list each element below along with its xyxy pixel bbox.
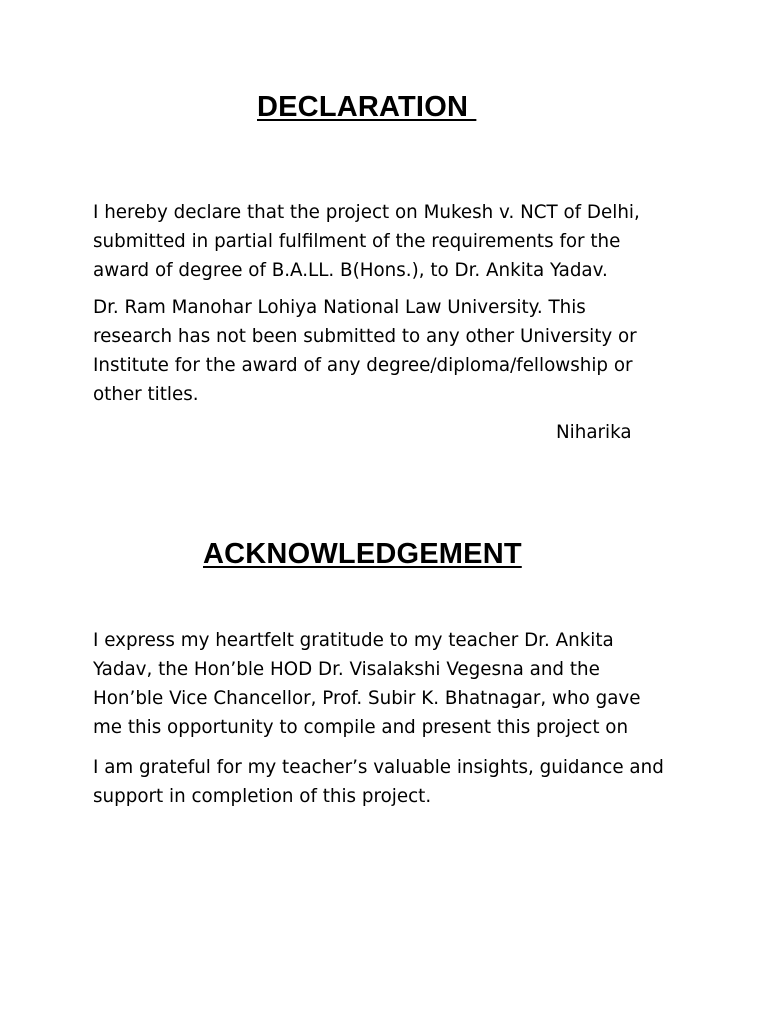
text-line: Yadav, the Hon’ble HOD Dr. Visalakshi Vegesna and the	[93, 659, 600, 680]
text-line: Dr. Ram Manohar Lohiya National Law University. This	[93, 297, 586, 318]
text-line: research has not been submitted to any other University or	[93, 326, 637, 347]
text-line: award of degree of B.A.LL. B(Hons.), to Dr. Ankita Yadav.	[93, 260, 608, 281]
declaration-paragraph-2	[93, 293, 637, 409]
acknowledgement-title: ACKNOWLEDGEMENT	[203, 538, 522, 570]
text-line: I hereby declare that the project on Mukesh v. NCT of Delhi,	[93, 202, 640, 223]
declaration-paragraph-1	[93, 198, 640, 285]
text-line: I express my heartfelt gratitude to my teacher Dr. Ankita	[93, 630, 614, 651]
text-line: other titles.	[93, 384, 199, 405]
text-line: Hon’ble Vice Chancellor, Prof. Subir K. Bhatnagar, who gave	[93, 688, 641, 709]
text-line: Institute for the award of any degree/diploma/fellowship or	[93, 355, 633, 376]
text-line: I am grateful for my teacher’s valuable insights, guidance and	[93, 757, 664, 778]
signature-name: Niharika	[556, 422, 632, 443]
text-line: me this opportunity to compile and present this project on	[93, 717, 629, 738]
acknowledgement-paragraph-2	[93, 753, 664, 811]
text-line: support in completion of this project.	[93, 786, 432, 807]
text-line: submitted in partial fulfilment of the requirements for the	[93, 231, 621, 252]
acknowledgement-paragraph-1	[93, 626, 640, 742]
declaration-title: DECLARATION	[257, 91, 477, 123]
